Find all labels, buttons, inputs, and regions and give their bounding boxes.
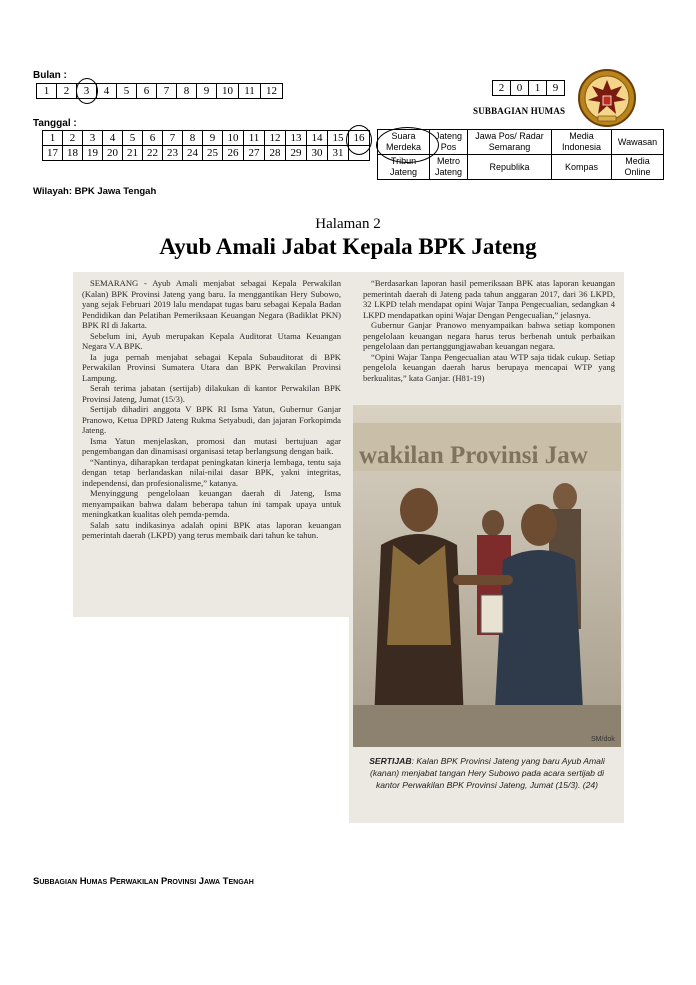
cell: 13: [286, 131, 307, 146]
cell: 3: [77, 84, 97, 99]
cell: Jawa Pos/ Radar Semarang: [468, 130, 552, 155]
cell: 10: [223, 131, 244, 146]
cell: 21: [123, 146, 143, 161]
sertijab-photo: [353, 405, 621, 747]
article-paragraph: Sebelum ini, Ayub merupakan Kepala Auditorat Utama Keuangan Negara V.A BPK.: [82, 330, 341, 351]
cell: 9: [203, 131, 223, 146]
cell: 28: [265, 146, 286, 161]
unit-label: SUBBAGIAN HUMAS: [473, 106, 566, 116]
article-paragraph: Serah terima jabatan (sertijab) dilakukan di kantor Perwakilan BPK Provinsi Jateng, Jumat (15/3).: [82, 383, 341, 404]
year-table: [492, 80, 565, 96]
page-number: Halaman 2: [315, 216, 381, 232]
cell: 1: [529, 81, 547, 96]
cell: 2: [57, 84, 77, 99]
cell: 8: [183, 131, 203, 146]
media-selection-circle: [376, 127, 439, 163]
cell: 0: [511, 81, 529, 96]
cell: 9: [547, 81, 565, 96]
clipping-right-column: [349, 272, 624, 823]
bpk-logo: [576, 68, 638, 128]
cell: 12: [265, 131, 286, 146]
photo-caption: [361, 755, 613, 791]
article-paragraph: Ia juga pernah menjabat sebagai Kepala Subauditorat di BPK Perwakilan Provinsi Sumatera Utara dan BPK Perwakilan Provinsi Lampung.: [82, 351, 341, 383]
cell: 1: [43, 131, 63, 146]
cell: 2: [493, 81, 511, 96]
article-paragraph: “Opini Wajar Tanpa Pengecualian atau WTP saja tidak cukup. Setiap pengelola keuangan daerah harus berupaya mencapai WTP yang berkualitas,” kata Ganjar. (H81-19): [363, 351, 615, 383]
cell: Republika: [468, 155, 552, 180]
cell: 23: [163, 146, 183, 161]
cell: 30: [307, 146, 328, 161]
cell: 26: [223, 146, 244, 161]
bulan-label: Bulan :: [33, 70, 67, 81]
cell: Jateng Pos: [430, 130, 468, 155]
cell: Wawasan: [612, 130, 664, 155]
cell: 7: [163, 131, 183, 146]
article-paragraph: “Nantinya, diharapkan terdapat peningkatan kinerja lembaga, tentu saja dengan tetap berlandaskan nilai-nilai dasar BPK, yakni integritas, independensi, dan profesionalisme,” katanya.: [82, 456, 341, 488]
article-paragraph: Sertijab dihadiri anggota V BPK RI Isma Yatun, Gubernur Ganjar Pranowo, Ketua DPRD Jateng Rukma Setyabudi, dan jajaran Forkopimda Jateng.: [82, 404, 341, 435]
cell: 29: [286, 146, 307, 161]
photo-credit: SM/dok: [591, 736, 615, 743]
month-selection-circle: [76, 78, 98, 104]
cell: 1: [37, 84, 57, 99]
cell: Media Online: [612, 155, 664, 180]
caption-lead: SERTIJAB: [369, 756, 412, 766]
cell: Metro Jateng: [430, 155, 468, 180]
cell: 2: [63, 131, 83, 146]
cell: 6: [137, 84, 157, 99]
wilayah-label: Wilayah: BPK Jawa Tengah: [33, 186, 157, 197]
cell: 5: [123, 131, 143, 146]
cell: 10: [217, 84, 239, 99]
cell: 15: [328, 131, 349, 146]
right-column-text: [363, 278, 615, 383]
cell: 18: [63, 146, 83, 161]
cell: 25: [203, 146, 223, 161]
caption-text: : Kalan BPK Provinsi Jateng yang baru Ayub Amali (kanan) menjabat tangan Hery Subowo pada acara sertijab di kantor Perwakilan BPK Provinsi Jateng, Jumat (15/3). (24): [369, 756, 605, 790]
cell: 19: [83, 146, 103, 161]
article-paragraph: “Berdasarkan laporan hasil pemeriksaan BPK atas laporan keuangan pemerintah daerah di Jateng pada tahun anggaran 2017, dari 36 LKPD, 32 LKPD telah mendapat opini Wajar Tanpa Pengecualian, sedangkan 4 LKPD mendapatkan opini Wajar Dengan Pengecualian,” jelasnya.: [363, 278, 615, 320]
cell: Media Indonesia: [552, 130, 612, 155]
article-paragraph: Salah satu indikasinya adalah opini BPK atas laporan keuangan pemerintah daerah (LKPD) yang terus membaik dari tahun ke tahun.: [82, 519, 341, 540]
cell: 27: [244, 146, 265, 161]
cell: 17: [43, 146, 63, 161]
cell: 11: [244, 131, 265, 146]
left-column-text: [82, 278, 341, 541]
cell: 6: [143, 131, 163, 146]
cell: 4: [103, 131, 123, 146]
cell: 8: [177, 84, 197, 99]
cell: 31: [328, 146, 349, 161]
cell: 14: [307, 131, 328, 146]
cell: 5: [117, 84, 137, 99]
cell: 3: [83, 131, 103, 146]
cell: 22: [143, 146, 163, 161]
date-table: [42, 130, 370, 161]
banner-text: wakilan Provinsi Jaw: [359, 442, 588, 469]
cell: 12: [261, 84, 283, 99]
tanggal-label: Tanggal :: [33, 118, 77, 129]
cell: 9: [197, 84, 217, 99]
cell: 20: [103, 146, 123, 161]
article-paragraph: SEMARANG - Ayub Amali menjabat sebagai Kepala Perwakilan (Kalan) BPK Provinsi Jateng yang baru. Ia menggantikan Hery Subowo, yang sejak Februari 2019 lalu mendapat tugas baru sebagai Kepala Badan Pendidikan dan Pelatihan Pemeriksaan Keuangan Negara (Badiklat PKN) BPK RI di Jakarta.: [82, 278, 341, 330]
cell: Tribun Jateng: [378, 155, 430, 180]
date-selection-circle: [346, 125, 372, 155]
cell: 11: [239, 84, 261, 99]
article-paragraph: Gubernur Ganjar Pranowo menyampaikan bahwa setiap komponen pengelolaan keuangan negara harus terus berbenah untuk perbaikan pengelolaan dan pertanggungjawaban keuangan negara.: [363, 320, 615, 351]
article-paragraph: Menyinggung pengelolaan keuangan daerah di Jateng, Isma menyampaikan bahwa dalam beberapa tahun ini tampak upaya untuk meningkatkan kualitas oleh pemda-pemda.: [82, 488, 341, 519]
cell: 7: [157, 84, 177, 99]
article-headline: Ayub Amali Jabat Kepala BPK Jateng: [159, 234, 537, 259]
cell: 24: [183, 146, 203, 161]
cell: Kompas: [552, 155, 612, 180]
footer-unit: Subbagian Humas Perwakilan Provinsi Jawa Tengah: [33, 876, 254, 887]
cell: 16: [349, 131, 370, 146]
month-table: [36, 83, 283, 99]
cell: 4: [97, 84, 117, 99]
clipping-left-column: [73, 272, 349, 617]
cell: Suara Merdeka: [378, 130, 430, 155]
article-paragraph: Isma Yatun menjelaskan, promosi dan mutasi bertujuan agar pengembangan dan dinamisasi organisasi tetap berlangsung dengan baik.: [82, 435, 341, 456]
